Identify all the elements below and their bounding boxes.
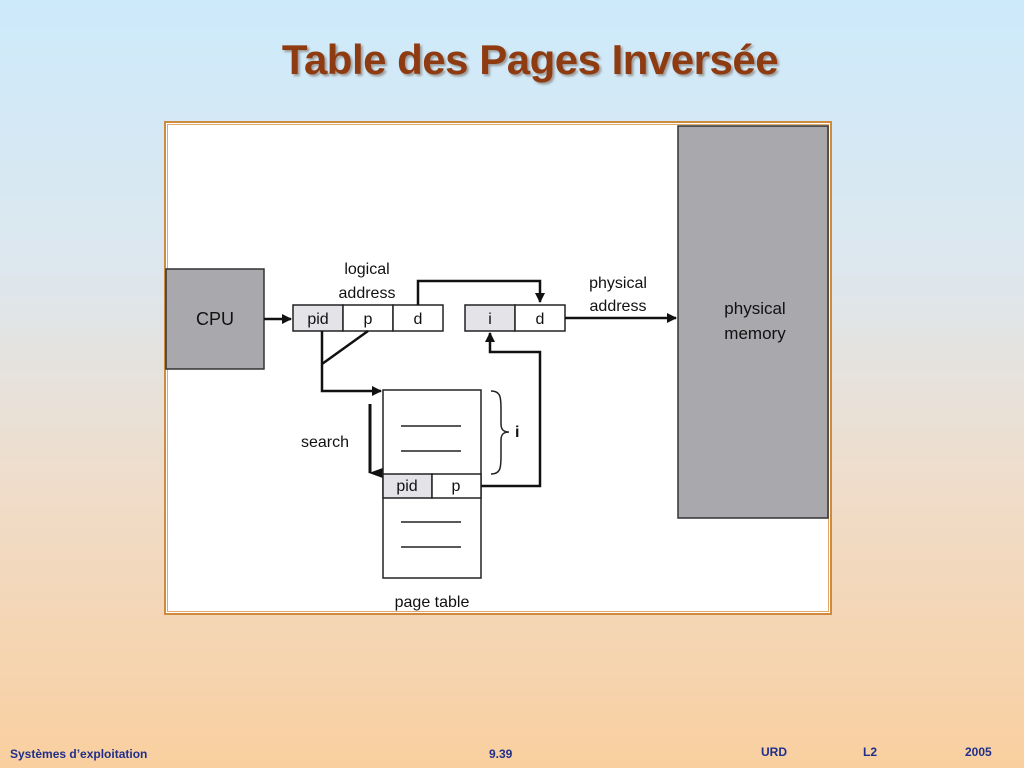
logical-field-p: p bbox=[363, 311, 373, 328]
pid-p-to-page-table-arrow bbox=[322, 331, 381, 391]
physical-address-caption-line2: address bbox=[589, 298, 647, 315]
footer-course: Systèmes d’exploitation bbox=[10, 747, 148, 761]
page-table bbox=[383, 390, 481, 611]
cpu bbox=[166, 269, 264, 369]
cpu-label: CPU bbox=[195, 309, 235, 329]
index-to-frame-arrow bbox=[481, 333, 540, 486]
footer-year: 2005 bbox=[965, 745, 992, 759]
brace-icon bbox=[491, 391, 509, 474]
slide-title: Table des Pages Inversée bbox=[281, 36, 779, 83]
footer-page-number: 9.39 bbox=[489, 747, 513, 761]
page-table-match-p: p bbox=[451, 478, 461, 495]
index-brace bbox=[491, 391, 519, 474]
physical-address-caption-line1: physical bbox=[589, 275, 647, 292]
search-label: search bbox=[300, 434, 350, 451]
page-table-caption: page table bbox=[394, 594, 470, 611]
physical-address bbox=[465, 275, 647, 331]
physical-memory-label-line1: physical bbox=[724, 299, 786, 318]
physical-memory bbox=[678, 126, 828, 518]
physical-field-d: d bbox=[535, 311, 545, 328]
footer-university: URD bbox=[761, 745, 787, 759]
physical-field-i: i bbox=[488, 311, 492, 328]
page-table-match-pid: pid bbox=[396, 478, 418, 495]
physical-memory-label-line2: memory bbox=[724, 324, 786, 343]
physical-memory-box bbox=[678, 126, 828, 518]
p-merge-line bbox=[322, 331, 368, 364]
logical-address bbox=[293, 261, 443, 331]
logical-address-caption-line1: logical bbox=[344, 261, 390, 278]
index-label: i bbox=[515, 424, 520, 441]
logical-field-pid: pid bbox=[307, 311, 329, 328]
offset-d-arrow bbox=[418, 281, 540, 305]
logical-address-caption-line2: address bbox=[338, 285, 396, 302]
logical-field-d: d bbox=[413, 311, 423, 328]
footer-level: L2 bbox=[863, 745, 878, 759]
